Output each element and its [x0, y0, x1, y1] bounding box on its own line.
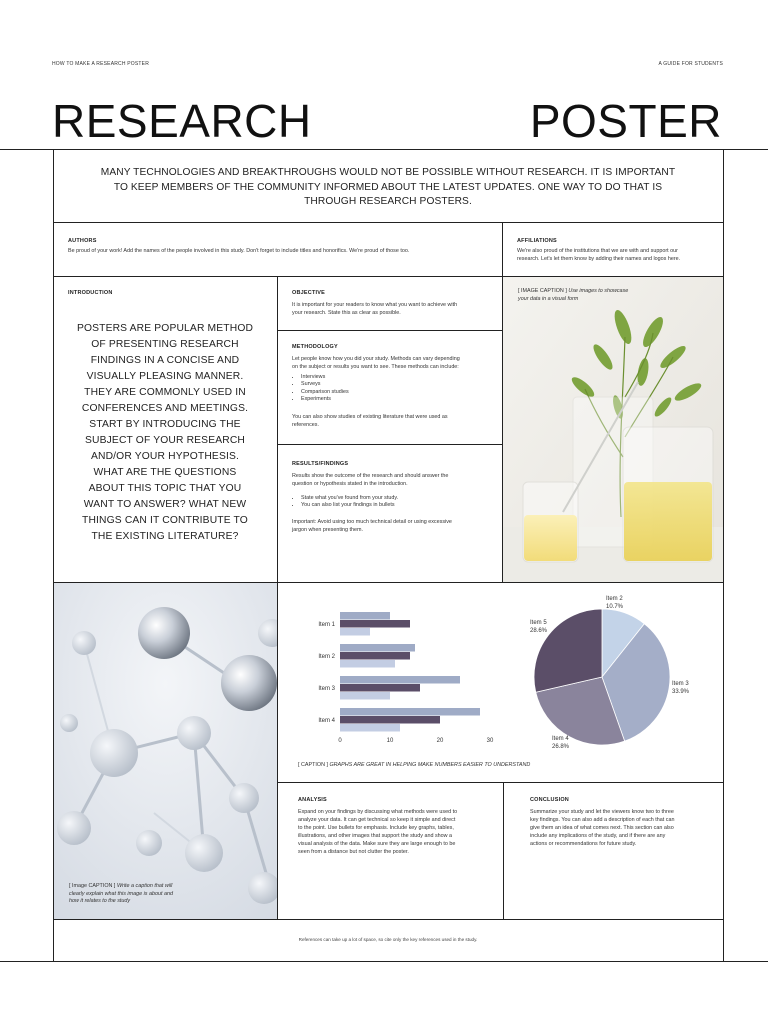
bar-2-1	[340, 644, 415, 652]
bar-2-3	[340, 660, 395, 668]
pie-label: Item 3	[672, 681, 689, 687]
bar-4-1	[340, 708, 480, 716]
affiliations-heading: AFFILIATIONS	[517, 238, 557, 244]
bar-x-tick-label: 10	[386, 738, 394, 744]
bar-chart	[300, 600, 500, 750]
bar-4-2	[340, 716, 440, 724]
pie-label: Item 4	[552, 736, 569, 742]
bar-3-3	[340, 692, 390, 700]
divider	[0, 961, 768, 962]
list-item: • Comparison studies	[301, 389, 498, 396]
divider	[503, 782, 504, 920]
image-caption-top: [ IMAGE CAPTION ] Use images to showcase your data in a visual form	[518, 288, 629, 302]
authors-heading: AUTHORS	[68, 238, 97, 244]
list-item: • Interviews	[301, 374, 498, 381]
results-heading: RESULTS/FINDINGS	[292, 461, 349, 467]
intro-line: TO KEEP MEMBERS OF THE COMMUNITY INFORMED ABOUT THE LATEST UPDATES. ONE WAY TO DO THAT IS	[113, 181, 663, 193]
bar-category-label: Item 2	[318, 654, 335, 660]
methodology-list	[292, 374, 498, 404]
introduction-text: POSTERS ARE POPULAR METHOD OF PRESENTING RESEARCH FINDINGS IN A CONCISE AND VISUALLY PLEASING MANNER. THEY ARE COMMONLY USED IN CONFERENCES AND MEETINGS. START BY INTRODUCING THE SUBJECT OF YOUR RESEARCH AND/OR YOUR HYPOTHESIS. WHAT ARE THE QUESTIONS ABOUT THIS TOPIC THAT YOU WANT TO ANSWER? WHAT NEW THINGS CAN IT CONTRIBUTE TO THE EXISTING LITERATURE?	[76, 323, 254, 542]
bar-x-tick-label: 20	[436, 738, 444, 744]
pie-label: Item 2	[606, 596, 623, 602]
bar-2-2	[340, 652, 410, 660]
intro-banner	[54, 166, 722, 210]
molecule-photo	[54, 583, 277, 919]
list-item: • Surveys	[301, 381, 498, 388]
pie-value-label: 26.8%	[552, 744, 570, 750]
header-left-label: HOW TO MAKE A RESEARCH POSTER	[52, 61, 150, 67]
bar-x-tick-label: 30	[486, 738, 494, 744]
methodology-heading: METHODOLOGY	[292, 344, 338, 350]
pie-value-label: 33.9%	[672, 689, 690, 695]
analysis-text: Expand on your findings by discussing what methods were used to analyze your data. It can get technical so keep it simple and direct to the point. Use bullets for emphasis. Include key graphs, tables, illustrations, and other images that support the study and show a visual analysis of the data. Make sure they are large enough to be seen from a distance but not clutter the poster.	[298, 809, 458, 855]
conclusion-heading: CONCLUSION	[530, 797, 569, 803]
bar-1-3	[340, 628, 370, 636]
header-right-label: A GUIDE FOR STUDENTS	[658, 61, 723, 67]
bar-category-label: Item 4	[318, 718, 335, 724]
methodology-text: Let people know how you did your study. Methods can vary depending on the subject or results you want to see. These methods can include: • Interviews • Surveys • Comparison studies • Experiments You can also show studies of existing literature that were used as references.	[292, 355, 498, 429]
objective-text: It is important for your readers to know what you want to achieve with your research. State this as clear as possible.	[292, 302, 458, 316]
pie-value-label: 10.7%	[606, 604, 624, 610]
bar-category-label: Item 3	[318, 686, 335, 692]
list-item: • State what you've found from your study.	[301, 495, 498, 502]
divider	[277, 330, 502, 331]
bar-x-tick-label: 0	[338, 738, 342, 744]
conclusion-text: Summarize your study and let the viewers know two to three key findings. You can also add a description of each that can give them an idea of what comes next. This section can also include any implications of the study, and if there are any actions or recommendations for future study.	[530, 809, 675, 847]
lab-photo	[503, 277, 723, 582]
intro-line: MANY TECHNOLOGIES AND BREAKTHROUGHS WOULD NOT BE POSSIBLE WITHOUT RESEARCH. IT IS IMPORTANT	[100, 167, 676, 178]
list-item: • You can also list your findings in bullets	[301, 502, 498, 509]
introduction-heading: INTRODUCTION	[68, 290, 113, 296]
pie-value-label: 28.6%	[530, 628, 548, 634]
pie-label: Item 5	[530, 620, 547, 626]
results-text: Results show the outcome of the research and should answer the question or hypothesis stated in the introduction. • State what you've found from your study. • You can also list your findings in bullets Important: Avoid using too much technical detail or using excessive jargon when presenting them.	[292, 472, 498, 534]
divider	[277, 276, 278, 920]
bar-3-1	[340, 676, 460, 684]
title-research: RESEARCH	[52, 95, 312, 147]
authors-text: Be proud of your work! Add the names of the people involved in this study. Don't forget to include titles and honorifics. We're proud of those too.	[68, 248, 410, 254]
affiliations-text: We're also proud of the institutions that we are with and support our research. Let's let them know by adding their names and logos here.	[517, 248, 681, 262]
image-caption-left: [ Image CAPTION ] Write a caption that will clearly explain what this image is about and how it relates to the study	[69, 883, 173, 905]
divider	[53, 222, 723, 223]
divider	[502, 222, 503, 276]
objective-heading: OBJECTIVE	[292, 290, 325, 296]
references-text: References can take up a lot of space, so cite only the key references used in the study.	[298, 937, 478, 942]
pie-chart	[510, 590, 720, 760]
chart-caption: [ CAPTION ] GRAPHS ARE GREAT IN HELPING MAKE NUMBERS EASIER TO UNDERSTAND	[298, 762, 531, 768]
intro-line: THROUGH RESEARCH POSTERS.	[304, 196, 472, 207]
divider	[277, 782, 723, 783]
divider	[723, 149, 724, 961]
results-list	[292, 495, 498, 510]
bar-4-3	[340, 724, 400, 732]
divider	[0, 149, 768, 150]
list-item: • Experiments	[301, 396, 498, 403]
lab-photo-image	[503, 277, 723, 582]
bar-1-1	[340, 612, 390, 620]
analysis-heading: ANALYSIS	[298, 797, 327, 803]
divider	[277, 444, 502, 445]
molecule-photo-image	[54, 583, 277, 919]
bar-1-2	[340, 620, 410, 628]
bar-3-2	[340, 684, 420, 692]
title-poster: POSTER	[529, 95, 722, 147]
divider	[53, 919, 723, 920]
bar-category-label: Item 1	[318, 622, 335, 628]
